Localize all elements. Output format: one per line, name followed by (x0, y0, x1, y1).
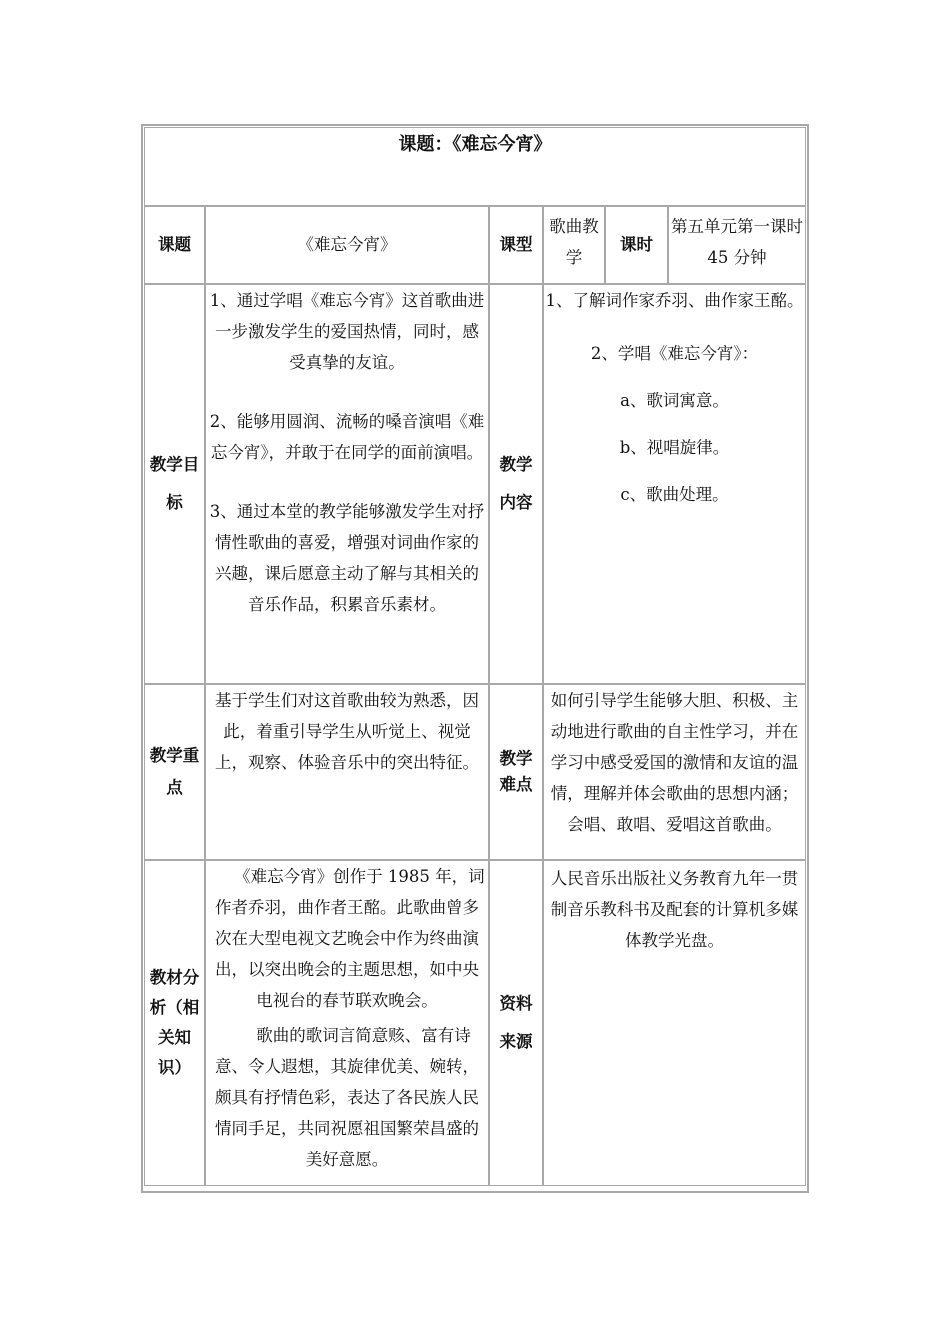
goal-item: 1、通过学唱《难忘今宵》这首歌曲进一步激发学生的爱国热情，同时，感受真挚的友谊。 (209, 291, 485, 372)
goal-item: 2、能够用圆润、流畅的嗓音演唱《难忘今宵》，并敢于在同学的面前演唱。 (209, 412, 485, 462)
hours-value: 第五单元第一课时 45 分钟 (668, 206, 806, 284)
type-label: 课型 (489, 206, 543, 284)
content-item: a、歌词寓意。 (620, 391, 729, 410)
teaching-content-label: 教学内容 (489, 284, 543, 684)
page-title: 课题：《难忘今宵》 (144, 127, 806, 206)
teaching-goals-label: 教学目标 (144, 284, 205, 684)
material-analysis-label: 教材分析（相关知识） (144, 860, 205, 1186)
analysis-paragraph: 《难忘今宵》创作于 1985 年，词作者乔羽，曲作者王酩。此歌曲曾多次在大型电视文艺晚会中作为终曲演出，以突出晚会的主题思想，如中央电视台的春节联欢晚会。 (215, 867, 485, 1010)
content-item: 2、学唱《难忘今宵》： (590, 344, 759, 363)
analysis-paragraph: 歌曲的歌词言简意赅、富有诗意、令人遐想，其旋律优美、婉转，颇具有抒情色彩，表达了各民族人民情同手足，共同祝愿祖国繁荣昌盛的美好意愿。 (215, 1026, 479, 1169)
key-points-label: 教学重点 (144, 684, 205, 860)
hours-label: 课时 (605, 206, 668, 284)
source-text: 人民音乐出版社义务教育九年一贯制音乐教科书及配套的计算机多媒体教学光盘。 (543, 860, 806, 1186)
content-item: b、视唱旋律。 (619, 438, 730, 457)
source-label: 资料来源 (489, 860, 543, 1186)
topic-label: 课题 (144, 206, 205, 284)
content-item: 1、了解词作家乔羽、曲作家王酩。 (545, 291, 804, 310)
key-points-text: 基于学生们对这首歌曲较为熟悉，因此，着重引导学生从听觉上、视觉上，观察、体验音乐中的突出特征。 (205, 684, 489, 860)
difficulties-label: 教学难点 (489, 684, 543, 860)
content-item: c、歌曲处理。 (620, 485, 729, 504)
type-value: 歌曲教学 (543, 206, 605, 284)
teaching-goals-text (205, 284, 489, 684)
goal-item: 3、通过本堂的教学能够激发学生对抒情性歌曲的喜爱，增强对词曲作家的兴趣，课后愿意主动了解与其相关的音乐作品，积累音乐素材。 (209, 502, 485, 614)
material-analysis-text (205, 860, 489, 1186)
topic-value: 《难忘今宵》 (205, 206, 489, 284)
difficulties-text: 如何引导学生能够大胆、积极、主动地进行歌曲的自主性学习，并在学习中感受爱国的激情和友谊的温情，理解并体会歌曲的思想内涵；会唱、敢唱、爱唱这首歌曲。 (543, 684, 806, 860)
teaching-content-text (543, 284, 806, 684)
